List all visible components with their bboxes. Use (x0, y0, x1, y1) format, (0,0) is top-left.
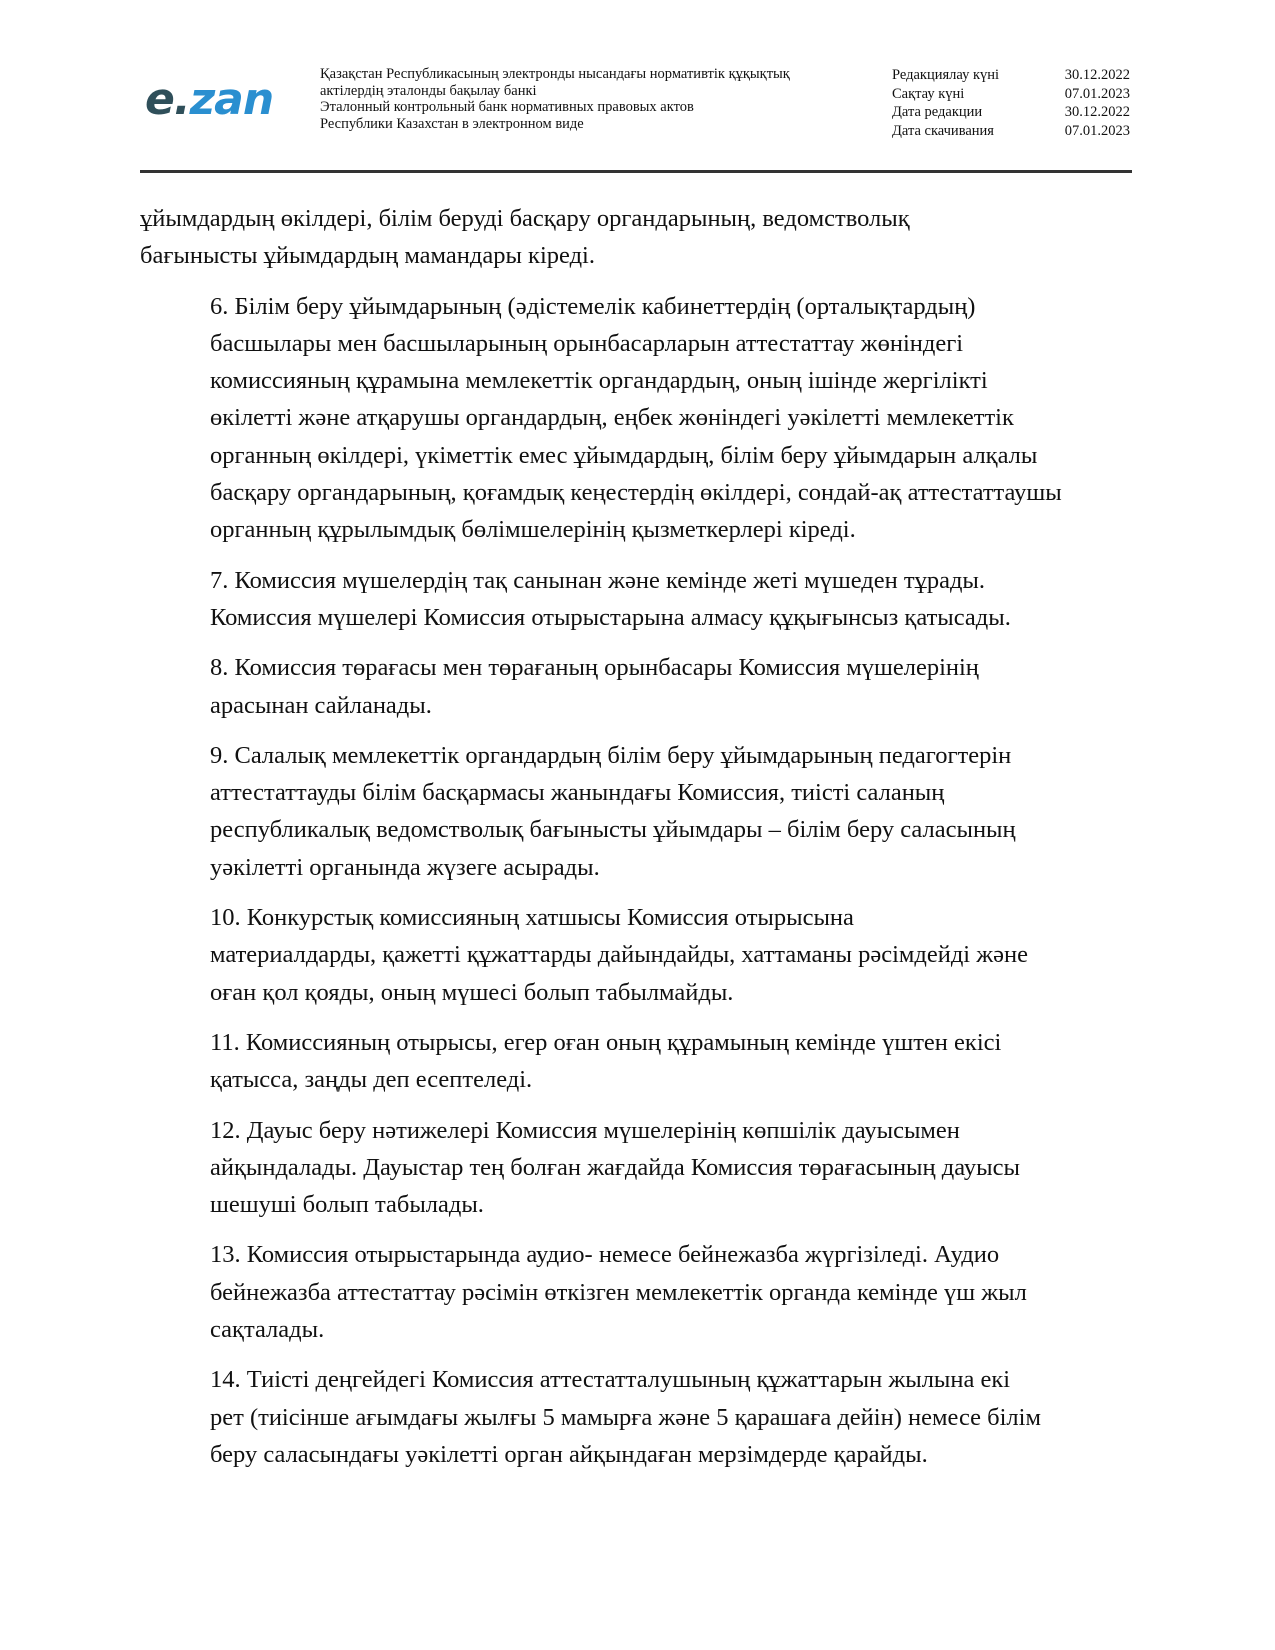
text-line: комиссияның құрамына мемлекеттік органдардың, оның ішінде жергілікті (210, 367, 988, 395)
text-line: оған қол қояды, оның мүшесі болып табылмайды. (210, 978, 734, 1006)
text-line: шешуші болып табылады. (210, 1191, 484, 1219)
paragraph (140, 1024, 1130, 1099)
document-body (140, 200, 1130, 1486)
meta-row-edit-date-kz (892, 66, 1130, 85)
ezan-logo (145, 74, 274, 125)
text-line: органның құрылымдық бөлімшелерінің қызметкерлері кіреді. (210, 516, 856, 544)
text-line: айқындалады. Дауыстар тең болған жағдайда Комиссия төрағасының дауысы (210, 1153, 1020, 1181)
description-line: Қазақстан Республикасының электронды нысандағы нормативтік құқықтық (320, 66, 790, 82)
meta-label: Сақтау күні (892, 85, 965, 102)
text-line: уәкілетті органында жүзеге асырады. (210, 853, 600, 881)
logo-part-zan: zan (189, 74, 274, 125)
description-line: актілердің эталонды бақылау банкі (320, 82, 537, 99)
header-divider (140, 170, 1132, 173)
text-line: беру саласындағы уәкілетті орган айқындаған мерзімдерде қарайды. (210, 1440, 928, 1468)
text-line: рет (тиісінше ағымдағы жылғы 5 мамырға және 5 қарашаға дейін) немесе білім (210, 1403, 1041, 1431)
text-line: органның өкілдері, үкіметтік емес ұйымдардың, білім беру ұйымдарын алқалы (210, 441, 1038, 469)
meta-row-save-date-kz (892, 85, 1130, 104)
text-line: бағынысты ұйымдардың мамандары кіреді. (140, 242, 595, 270)
description-line: Эталонный контрольный банк нормативных правовых актов (320, 99, 694, 115)
meta-label: Дата скачивания (892, 122, 994, 139)
paragraph (140, 899, 1130, 1011)
bank-description (320, 66, 790, 132)
meta-label: Редакциялау күні (892, 67, 1000, 83)
document-dates (892, 66, 1130, 140)
paragraph (140, 737, 1130, 886)
meta-value: 30.12.2022 (1064, 104, 1130, 120)
text-line: 14. Тиісті деңгейдегі Комиссия аттестатталушының құжаттарын жылына екі (210, 1366, 1011, 1394)
text-line: арасынан сайланады. (210, 691, 432, 719)
document-header (140, 60, 1130, 164)
text-line: өкілетті және атқарушы органдардың, еңбек жөніндегі уәкілетті мемлекеттік (210, 404, 1014, 432)
text-line: сақталады. (210, 1316, 325, 1344)
description-line: Республики Казахстан в электронном виде (320, 115, 584, 132)
text-line: 12. Дауыс беру нәтижелері Комиссия мүшелерінің көпшілік дауысымен (210, 1116, 960, 1144)
meta-row-download-date-ru (892, 122, 1130, 141)
paragraph (140, 1361, 1130, 1473)
text-line: республикалық ведомстволық бағынысты ұйымдары – білім беру саласының (210, 816, 1016, 844)
text-line: 13. Комиссия отырыстарында аудио- немесе бейнежазба жүргізіледі. Аудио (210, 1241, 1000, 1269)
text-line: 10. Конкурстық комиссияның хатшысы Комиссия отырысына (210, 904, 854, 932)
text-line: басшылары мен басшыларының орынбасарларын аттестаттау жөніндегі (210, 329, 964, 357)
text-line: 6. Білім беру ұйымдарының (әдістемелік кабинеттердің (орталықтардың) (210, 292, 976, 320)
text-line: 7. Комиссия мүшелердің тақ санынан және кемінде жеті мүшеден тұрады. (210, 566, 986, 594)
text-line: бейнежазба аттестаттау рәсімін өткізген мемлекеттік органда кемінде үш жыл (210, 1278, 1027, 1306)
meta-value: 07.01.2023 (1064, 122, 1130, 139)
paragraph (140, 200, 1130, 275)
paragraph (140, 288, 1130, 549)
logo-part-e: e. (145, 74, 190, 125)
meta-value: 07.01.2023 (1064, 85, 1130, 102)
paragraph (140, 562, 1130, 637)
paragraph (140, 1112, 1130, 1224)
text-line: Комиссия мүшелері Комиссия отырыстарына алмасу құқығынсыз қатысады. (210, 603, 1011, 631)
text-line: басқару органдарының, қоғамдық кеңестердің өкілдері, сондай-ақ аттестаттаушы (210, 479, 1062, 507)
meta-row-edit-date-ru (892, 103, 1130, 122)
meta-label: Дата редакции (892, 104, 983, 120)
paragraph (140, 1236, 1130, 1348)
text-line: 11. Комиссияның отырысы, егер оған оның құрамының кемінде үштен екісі (210, 1028, 1002, 1056)
meta-value: 30.12.2022 (1064, 67, 1130, 83)
text-line: ұйымдардың өкілдері, білім беруді басқару органдарының, ведомстволық (140, 205, 910, 232)
text-line: 9. Салалық мемлекеттік органдардың білім беру ұйымдарының педагогтерін (210, 741, 1012, 769)
text-line: қатысса, заңды деп есептеледі. (210, 1066, 533, 1094)
text-line: аттестаттауды білім басқармасы жанындағы Комиссия, тиісті саланың (210, 779, 945, 807)
text-line: материалдарды, қажетті құжаттарды дайындайды, хаттаманы рәсімдейді және (210, 941, 1029, 969)
text-line: 8. Комиссия төрағасы мен төрағаның орынбасары Комиссия мүшелерінің (210, 654, 979, 682)
paragraph (140, 649, 1130, 724)
